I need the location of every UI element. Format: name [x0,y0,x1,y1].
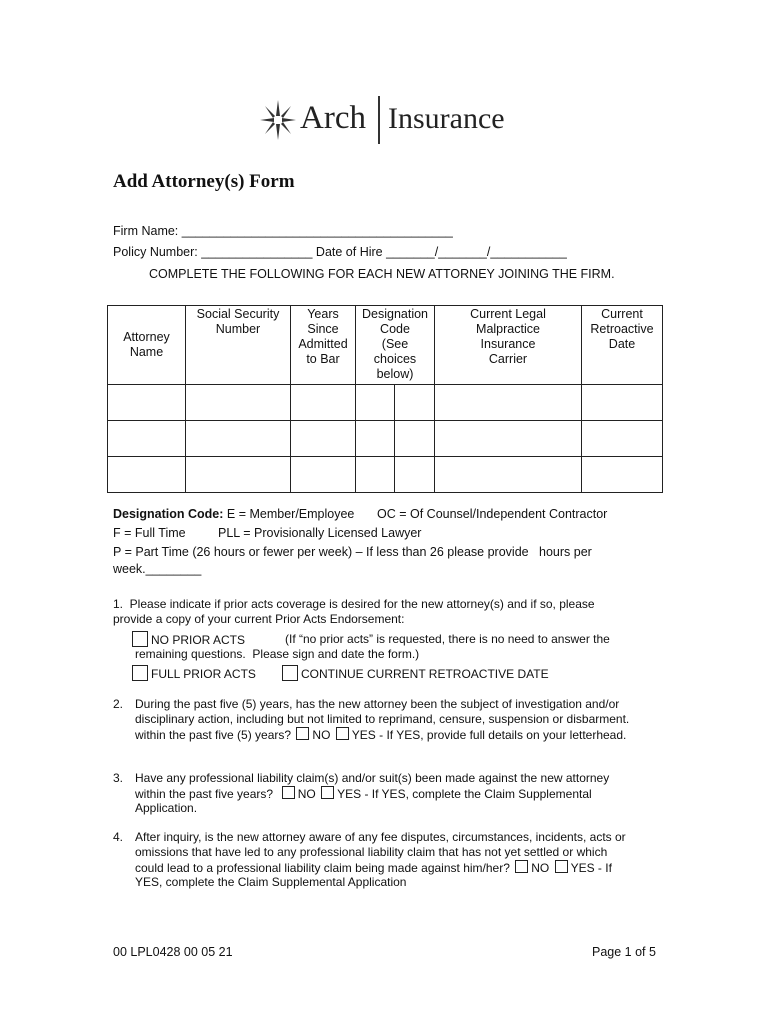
designation-e: E = Member/Employee [223,507,355,521]
table-row [108,421,663,457]
policy-number-field[interactable]: Policy Number: ________________ Date of Hire _______/_______/___________ [113,245,567,259]
designation-f: F = Full Time [113,526,186,540]
continue-retro-checkbox[interactable] [282,665,298,681]
q4-no-checkbox[interactable] [515,860,528,873]
header-text: Social Security [196,307,280,321]
attorney-table [107,305,663,493]
cell-input[interactable] [435,421,582,457]
q3-line-2 [135,786,592,803]
instruction-text: COMPLETE THE FOLLOWING FOR EACH NEW ATTORNEY JOINING THE FIRM. [149,267,615,281]
header-retroactive-date [582,306,663,385]
footer-form-code: 00 LPL0428 00 05 21 [113,945,233,959]
q4-yes-checkbox[interactable] [555,860,568,873]
header-designation-code [356,306,435,385]
header-text: (See [381,337,409,351]
header-text: Name [129,345,164,359]
q2-yes-checkbox[interactable] [336,727,349,740]
cell-input[interactable] [356,421,395,457]
header-text: Malpractice [476,322,540,336]
designation-p-week: week.________ [113,562,202,576]
designation-oc: OC = Of Counsel/Independent Contractor [377,507,608,521]
cell-input[interactable] [435,457,582,493]
table-row [108,385,663,421]
page-title: Add Attorney(s) Form [113,171,295,192]
cell-input[interactable] [108,385,186,421]
q4-no-label: NO [531,861,550,875]
q4-line-4: YES, complete the Claim Supplemental Application [135,875,407,889]
q2-question-end: within the past five (5) years? [135,728,292,742]
q2-line-2: disciplinary action, including but not limited to reprimand, censure, suspension or disbarment. [135,712,630,726]
table-header-row [108,306,663,385]
cell-input[interactable] [291,457,356,493]
logo-product: Insurance [388,102,505,135]
q4-yes-label: YES - If [570,861,612,875]
cell-input[interactable] [291,385,356,421]
cell-input[interactable] [582,385,663,421]
q1-no-prior-note: (If “no prior acts” is requested, there is no need to answer the [285,632,610,646]
header-text: Date [608,337,636,351]
full-prior-acts-label: FULL PRIOR ACTS [151,667,256,681]
header-text: Carrier [488,352,528,366]
header-ssn [186,306,291,385]
footer-page-number: Page 1 of 5 [592,945,656,959]
q3-question-end: within the past five years? [135,787,274,801]
designation-p: P = Part Time (26 hours or fewer per week) – If less than 26 please provide hours per [113,545,592,559]
q1-no-prior-row [130,631,245,649]
continue-retro-label: CONTINUE CURRENT RETROACTIVE DATE [301,667,549,681]
q4-line-1: After inquiry, is the new attorney aware of any fee disputes, circumstances, incidents, acts or [135,830,626,844]
q4-line-2: omissions that have led to any professional liability claim that has not yet settled or which [135,845,608,859]
designation-label: Designation Code: [113,507,224,521]
firm-name-field[interactable]: Firm Name: _______________________________________ [113,224,453,238]
q1-text-1: 1. Please indicate if prior acts coverage is desired for the new attorney(s) and if so, please [113,597,595,611]
designation-pll: PLL = Provisionally Licensed Lawyer [218,526,422,540]
designation-line-1 [113,507,354,521]
header-text: Current [601,307,643,321]
q4-question-end: could lead to a professional liability claim being made against him/her? [135,861,510,875]
cell-input[interactable] [395,457,435,493]
full-prior-acts-checkbox[interactable] [132,665,148,681]
header-attorney-name [108,306,186,385]
header-text: choices [373,352,417,366]
q4-number: 4. [113,830,124,844]
q2-yes-label: YES - If YES, provide full details on your letterhead. [351,728,627,742]
q3-no-label: NO [297,787,316,801]
header-text: Code [380,322,410,336]
no-prior-acts-checkbox[interactable] [132,631,148,647]
q3-no-checkbox[interactable] [282,786,295,799]
cell-input[interactable] [582,421,663,457]
no-prior-acts-label: NO PRIOR ACTS [151,633,246,647]
arch-star-icon [258,96,298,144]
cell-input[interactable] [186,421,291,457]
q1-remaining: remaining questions. Please sign and date the form.) [135,647,420,661]
q3-yes-checkbox[interactable] [321,786,334,799]
q2-number: 2. [113,697,124,711]
cell-input[interactable] [108,421,186,457]
q3-yes-label: YES - If YES, complete the Claim Supplemental [337,787,592,801]
q2-line-3 [135,727,626,744]
cell-input[interactable] [395,421,435,457]
cell-input[interactable] [435,385,582,421]
cell-input[interactable] [108,457,186,493]
q2-no-checkbox[interactable] [296,727,309,740]
arch-insurance-logo [258,96,508,148]
header-text: Years [307,307,339,321]
header-text: Insurance [480,337,536,351]
header-text: Since [307,322,339,336]
cell-input[interactable] [186,385,291,421]
q2-line-1: During the past five (5) years, has the new attorney been the subject of investigation and/or [135,697,620,711]
header-text: Attorney [123,330,170,344]
header-text: Designation [361,307,428,321]
q2-no-label: NO [312,728,331,742]
q3-number: 3. [113,771,124,785]
header-text: Admitted [298,337,348,351]
header-text: to Bar [306,352,340,366]
table-row [108,457,663,493]
cell-input[interactable] [291,421,356,457]
q1-full-prior-row [130,665,256,683]
header-years-admitted [291,306,356,385]
cell-input[interactable] [582,457,663,493]
header-carrier [435,306,582,385]
header-text: Number [215,322,261,336]
q3-line-3: Application. [135,801,198,815]
q1-continue-row [280,665,549,683]
header-text: Retroactive [590,322,654,336]
cell-input[interactable] [356,385,395,421]
header-text: below) [376,367,414,381]
header-text: Current Legal [470,307,546,321]
q1-text-2: provide a copy of your current Prior Acts Endorsement: [113,612,405,626]
logo-divider [378,96,380,144]
q3-line-1: Have any professional liability claim(s) and/or suit(s) been made against the new attorney [135,771,610,785]
cell-input[interactable] [395,385,435,421]
cell-input[interactable] [186,457,291,493]
logo-brand: Arch [300,100,366,136]
cell-input[interactable] [356,457,395,493]
